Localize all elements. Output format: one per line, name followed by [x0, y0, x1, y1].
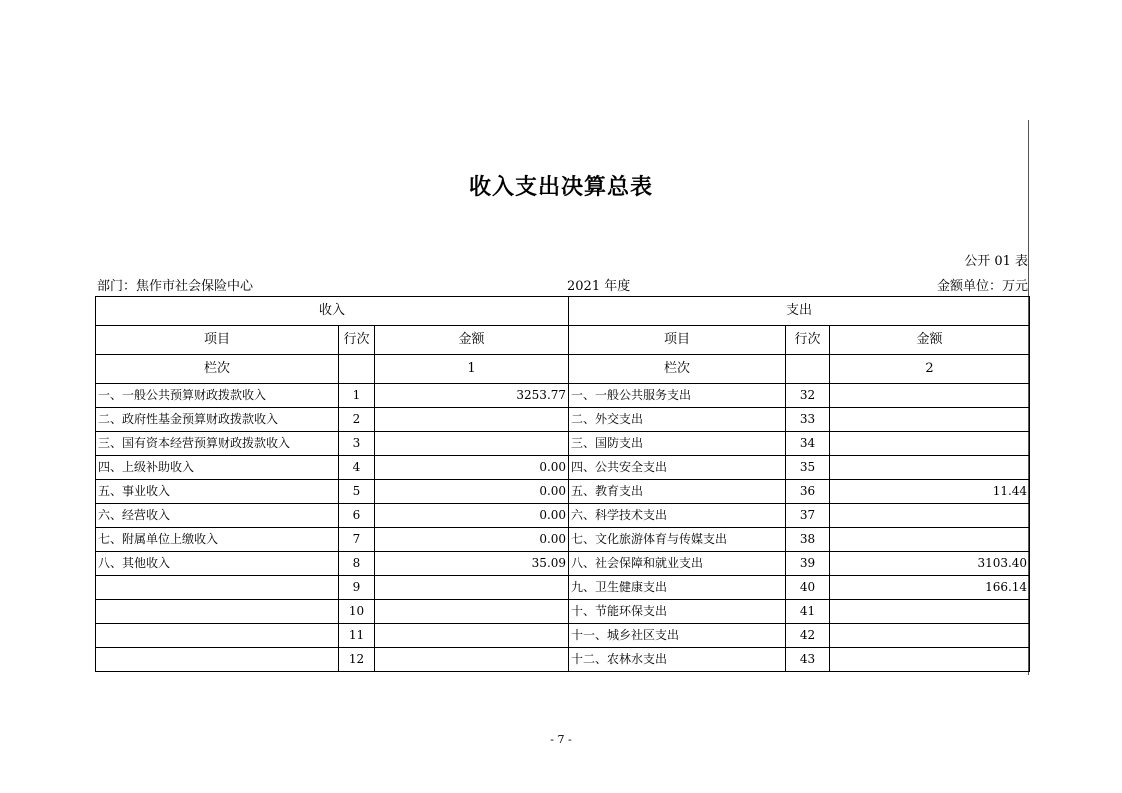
expense-amount-cell: 3103.40 — [830, 552, 1030, 576]
table-row — [96, 408, 1030, 432]
department-label: 部门：焦作市社会保险中心 — [97, 279, 254, 294]
column-index-row — [96, 355, 1030, 384]
income-row-number: 11 — [339, 624, 375, 648]
column-index-blank — [339, 355, 375, 384]
expense-row-number: 40 — [786, 576, 830, 600]
col-header-row-no: 行次 — [339, 326, 375, 355]
income-item-cell: 一、一般公共预算财政拨款收入 — [96, 384, 339, 408]
income-item-cell: 六、经营收入 — [96, 504, 339, 528]
column-index-value: 2 — [830, 355, 1030, 384]
income-amount-cell: 3253.77 — [375, 384, 569, 408]
column-index-label: 栏次 — [569, 355, 786, 384]
expense-item-cell: 十二、农林水支出 — [569, 648, 786, 672]
income-item-cell — [96, 648, 339, 672]
income-row-number: 12 — [339, 648, 375, 672]
column-header-row — [96, 326, 1030, 355]
income-amount-cell: 0.00 — [375, 480, 569, 504]
expense-section-header: 支出 — [569, 297, 1030, 326]
expense-item-cell: 十一、城乡社区支出 — [569, 624, 786, 648]
income-amount-cell: 35.09 — [375, 552, 569, 576]
column-index-blank — [786, 355, 830, 384]
table-row — [96, 456, 1030, 480]
expense-amount-cell — [830, 528, 1030, 552]
expense-item-cell: 九、卫生健康支出 — [569, 576, 786, 600]
expense-item-cell: 七、文化旅游体育与传媒支出 — [569, 528, 786, 552]
income-amount-cell — [375, 600, 569, 624]
expense-amount-cell — [830, 600, 1030, 624]
income-item-cell: 七、附属单位上缴收入 — [96, 528, 339, 552]
expense-row-number: 43 — [786, 648, 830, 672]
expense-row-number: 38 — [786, 528, 830, 552]
amount-unit: 金额单位：万元 — [936, 279, 1028, 294]
expense-amount-cell — [830, 504, 1030, 528]
expense-item-cell: 一、一般公共服务支出 — [569, 384, 786, 408]
expense-amount-cell: 166.14 — [830, 576, 1030, 600]
expense-row-number: 41 — [786, 600, 830, 624]
income-amount-cell — [375, 432, 569, 456]
expense-amount-cell — [830, 408, 1030, 432]
expense-row-number: 36 — [786, 480, 830, 504]
expense-row-number: 34 — [786, 432, 830, 456]
income-row-number: 9 — [339, 576, 375, 600]
col-header-amount: 金额 — [830, 326, 1030, 355]
expense-amount-cell — [830, 624, 1030, 648]
expense-item-cell: 六、科学技术支出 — [569, 504, 786, 528]
expense-amount-cell — [830, 648, 1030, 672]
income-row-number: 4 — [339, 456, 375, 480]
table-row — [96, 528, 1030, 552]
income-row-number: 8 — [339, 552, 375, 576]
expense-row-number: 42 — [786, 624, 830, 648]
income-row-number: 3 — [339, 432, 375, 456]
column-index-label: 栏次 — [96, 355, 339, 384]
expense-item-cell: 十、节能环保支出 — [569, 600, 786, 624]
income-amount-cell — [375, 408, 569, 432]
table-row — [96, 600, 1030, 624]
col-header-amount: 金额 — [375, 326, 569, 355]
form-number: 公开 01 表 — [964, 254, 1028, 269]
expense-amount-cell — [830, 456, 1030, 480]
expense-item-cell: 四、公共安全支出 — [569, 456, 786, 480]
table-row — [96, 432, 1030, 456]
income-amount-cell — [375, 624, 569, 648]
expense-row-number: 32 — [786, 384, 830, 408]
expense-item-cell: 二、外交支出 — [569, 408, 786, 432]
fiscal-year: 2021 年度 — [567, 279, 631, 294]
table-row — [96, 576, 1030, 600]
column-index-value: 1 — [375, 355, 569, 384]
income-expense-table — [95, 296, 1030, 672]
expense-item-cell: 五、教育支出 — [569, 480, 786, 504]
table-row — [96, 504, 1030, 528]
income-section-header: 收入 — [96, 297, 569, 326]
expense-amount-cell — [830, 384, 1030, 408]
income-amount-cell — [375, 648, 569, 672]
income-amount-cell — [375, 576, 569, 600]
col-header-row-no: 行次 — [786, 326, 830, 355]
document-title: 收入支出决算总表 — [468, 175, 653, 200]
expense-item-cell: 三、国防支出 — [569, 432, 786, 456]
income-item-cell: 五、事业收入 — [96, 480, 339, 504]
income-amount-cell: 0.00 — [375, 504, 569, 528]
expense-amount-cell — [830, 432, 1030, 456]
table-row — [96, 552, 1030, 576]
expense-row-number: 33 — [786, 408, 830, 432]
expense-row-number: 39 — [786, 552, 830, 576]
income-item-cell: 八、其他收入 — [96, 552, 339, 576]
income-item-cell: 二、政府性基金预算财政拨款收入 — [96, 408, 339, 432]
section-header-row — [96, 297, 1030, 326]
income-item-cell: 四、上级补助收入 — [96, 456, 339, 480]
income-amount-cell: 0.00 — [375, 528, 569, 552]
income-row-number: 5 — [339, 480, 375, 504]
table-row — [96, 384, 1030, 408]
income-item-cell — [96, 576, 339, 600]
expense-row-number: 37 — [786, 504, 830, 528]
table-row — [96, 480, 1030, 504]
table-row — [96, 648, 1030, 672]
income-row-number: 2 — [339, 408, 375, 432]
income-amount-cell: 0.00 — [375, 456, 569, 480]
table-row — [96, 624, 1030, 648]
income-item-cell — [96, 600, 339, 624]
income-row-number: 10 — [339, 600, 375, 624]
expense-item-cell: 八、社会保障和就业支出 — [569, 552, 786, 576]
col-header-item: 项目 — [569, 326, 786, 355]
expense-row-number: 35 — [786, 456, 830, 480]
income-row-number: 7 — [339, 528, 375, 552]
expense-amount-cell: 11.44 — [830, 480, 1030, 504]
income-row-number: 6 — [339, 504, 375, 528]
page-number: - 7 - — [550, 733, 572, 746]
income-item-cell — [96, 624, 339, 648]
income-row-number: 1 — [339, 384, 375, 408]
income-item-cell: 三、国有资本经营预算财政拨款收入 — [96, 432, 339, 456]
col-header-item: 项目 — [96, 326, 339, 355]
